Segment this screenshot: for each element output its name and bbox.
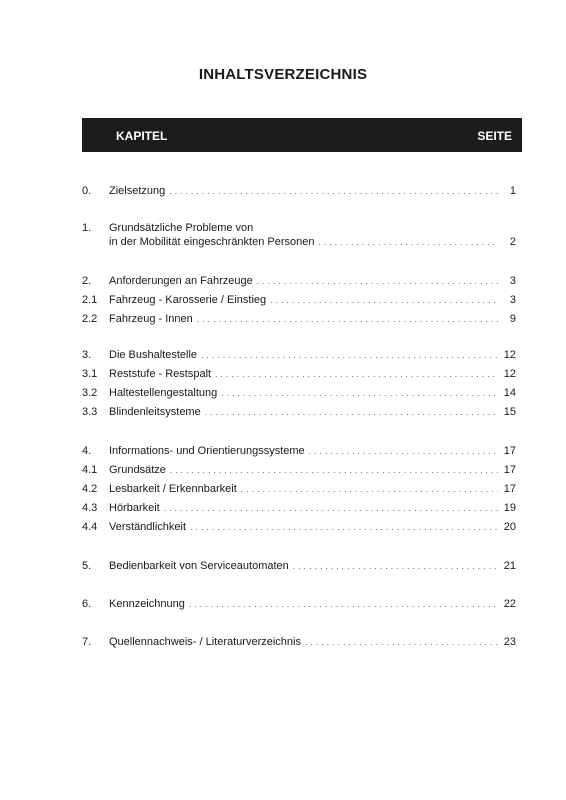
toc-entry[interactable] [82,275,516,289]
leader-dots [305,636,498,649]
toc-header-bar [82,118,522,152]
entry-title: Hörbarkeit [109,502,160,514]
entry-title: Reststufe - Restspalt [109,368,212,380]
entry-title: Fahrzeug - Karosserie / Einstieg [109,294,267,306]
toc-entry[interactable] [82,368,516,382]
leader-dots [270,294,498,307]
entry-number: 3.3 [82,406,98,418]
entry-title: Verständlichkeit [109,521,187,533]
leader-dots [201,349,498,362]
entry-title: Informations- und Orientierungssysteme [109,445,305,457]
entry-number: 0. [82,185,92,197]
entry-page: 2 [509,236,516,248]
entry-title: Blindenleitsysteme [109,406,201,418]
entry-title: in der Mobilität eingeschränkten Personen [109,236,315,248]
leader-dots [241,483,498,496]
entry-number: 1. [82,222,92,234]
toc-entry[interactable] [82,483,516,497]
entry-number: 2.1 [82,294,98,306]
entry-number: 3. [82,349,92,361]
entry-number: 4. [82,445,92,457]
entry-title: Haltestellengestaltung [109,387,218,399]
toc-entry[interactable] [82,349,516,363]
entry-title: Anforderungen an Fahrzeuge [109,275,253,287]
entry-title: Zielsetzung [109,185,166,197]
leader-dots [215,368,498,381]
leader-dots [197,313,498,326]
entry-page: 20 [503,521,516,533]
toc-entry[interactable] [82,598,516,612]
entry-number: 4.1 [82,464,98,476]
entry-page: 1 [509,185,516,197]
entry-page: 19 [503,502,516,514]
leader-dots [164,502,498,515]
toc-entry[interactable] [82,560,516,574]
entry-page: 3 [509,294,516,306]
entry-page: 3 [509,275,516,287]
toc-entry[interactable] [82,406,516,420]
toc-entry[interactable] [82,387,516,401]
toc-entry[interactable] [82,464,516,478]
page-column-header: SEITE [477,129,512,143]
entry-page: 17 [503,483,516,495]
leader-dots [221,387,498,400]
entry-title: Lesbarkeit / Erkennbarkeit [109,483,237,495]
entry-number: 3.1 [82,368,98,380]
entry-title-line1: Grundsätzliche Probleme von [109,222,254,234]
leader-dots [257,275,498,288]
toc-entry[interactable] [82,521,516,535]
toc-entry[interactable] [82,445,516,459]
leader-dots [205,406,498,419]
toc-entry[interactable] [82,185,516,199]
page-title: INHALTSVERZEICHNIS [198,66,368,83]
leader-dots [309,445,498,458]
entry-page: 17 [503,445,516,457]
leader-dots [170,464,498,477]
entry-page: 14 [503,387,516,399]
leader-dots [189,598,498,611]
entry-number: 4.2 [82,483,98,495]
entry-title: Die Bushaltestelle [109,349,198,361]
entry-page: 12 [503,368,516,380]
entry-page: 9 [509,313,516,325]
leader-dots [190,521,498,534]
entry-number: 6. [82,598,92,610]
chapter-column-header: KAPITEL [116,129,168,143]
entry-page: 22 [503,598,516,610]
entry-title: Grundsätze [109,464,166,476]
entry-page: 21 [503,560,516,572]
entry-title: Quellennachweis- / Literaturverzeichnis [109,636,301,648]
entry-number: 2.2 [82,313,98,325]
toc-entry[interactable] [82,294,516,308]
entry-title: Fahrzeug - Innen [109,313,193,325]
entry-number: 4.3 [82,502,98,514]
leader-dots [293,560,498,573]
entry-number: 7. [82,636,92,648]
entry-number: 3.2 [82,387,98,399]
entry-number: 2. [82,275,92,287]
entry-title: Kennzeichnung [109,598,185,610]
entry-page: 17 [503,464,516,476]
toc-entry[interactable] [82,313,516,327]
toc-entry[interactable] [82,502,516,516]
leader-dots [169,185,498,198]
entry-page: 12 [503,349,516,361]
toc-entry[interactable] [82,236,516,250]
leader-dots [318,236,498,249]
entry-number: 5. [82,560,92,572]
toc-entry[interactable] [82,636,516,650]
entry-page: 15 [503,406,516,418]
entry-number: 4.4 [82,521,98,533]
entry-page: 23 [503,636,516,648]
toc-entry-line1 [82,222,516,236]
entry-title: Bedienbarkeit von Serviceautomaten [109,560,289,572]
